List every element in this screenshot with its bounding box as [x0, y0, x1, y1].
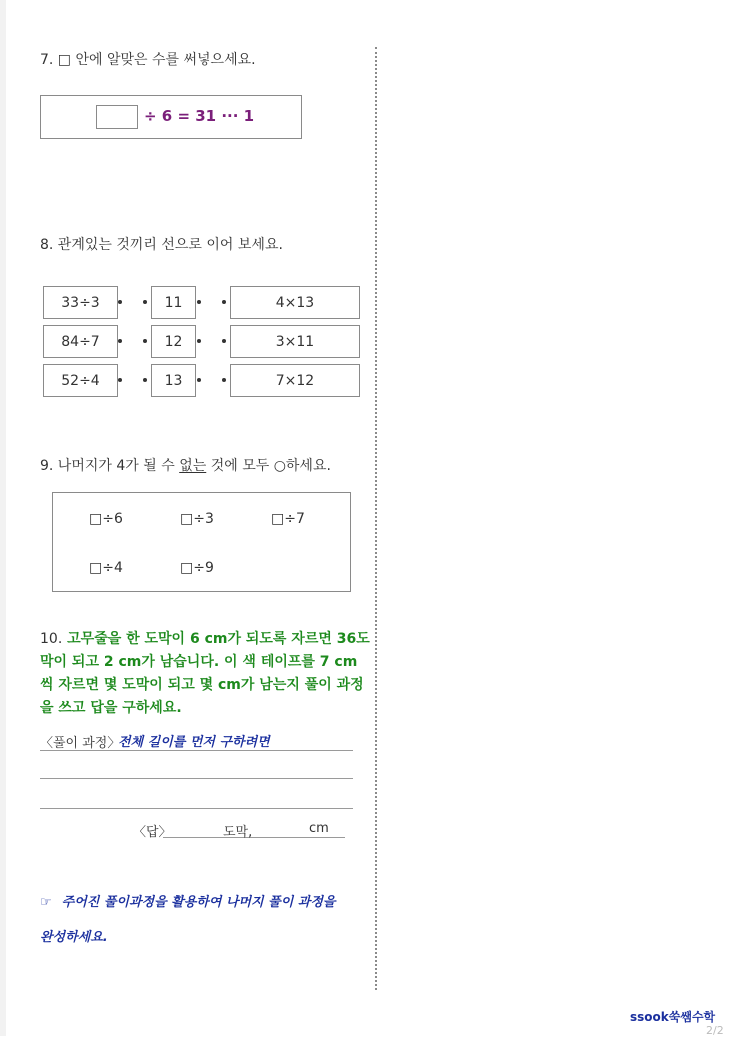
q8-dot[interactable]: [222, 300, 226, 304]
answer-line[interactable]: [40, 750, 353, 751]
q8-title: 8. 관계있는 것끼리 선으로 이어 보세요.: [40, 237, 283, 253]
q7-equation: ÷ 6 = 31 ··· 1: [144, 107, 255, 125]
q8-dot[interactable]: [143, 339, 147, 343]
q8-dot[interactable]: [197, 300, 201, 304]
q9-option[interactable]: □÷4: [89, 560, 123, 576]
q9-option[interactable]: □÷7: [271, 511, 305, 527]
pointing-hand-icon: ☞: [40, 895, 52, 910]
q8-dot[interactable]: [118, 378, 122, 382]
q8-middle-item: 11: [151, 286, 196, 319]
q10-question: 10. 고무줄을 한 도막이 6 cm가 되도록 자르면 36도막이 되고 2 cm가 남습니다. 이 색 테이프를 7 cm씩 자르면 몇 도막이 되고 몇 cm가 남는지 풀이 과정을 쓰고 답을 구하세요.: [40, 631, 370, 716]
q8-dot[interactable]: [143, 300, 147, 304]
brand-logo: ssook쑥쌤수학: [630, 1010, 716, 1024]
note-line-2: 완성하세요.: [40, 930, 108, 945]
q8-left-item: 84÷7: [43, 325, 118, 358]
q8-dot[interactable]: [118, 300, 122, 304]
q8-middle-item: 13: [151, 364, 196, 397]
q8-left-item: 52÷4: [43, 364, 118, 397]
q9-emphasis: 없는: [179, 458, 207, 474]
q9-title: 9. 나머지가 4가 될 수 없는 것에 모두 ○하세요.: [40, 458, 331, 474]
q7-equation-box: [40, 95, 302, 139]
q8-left-item: 33÷3: [43, 286, 118, 319]
page-number: 2/2: [706, 1024, 724, 1037]
q8-dot[interactable]: [197, 339, 201, 343]
q10-answer-line[interactable]: [163, 837, 345, 838]
q9-options-box: [52, 492, 351, 592]
q9-option[interactable]: □÷6: [89, 511, 123, 527]
q9-option[interactable]: □÷9: [180, 560, 214, 576]
q7-answer-blank[interactable]: [96, 105, 138, 129]
q10-handwritten-start: 전체 길이를 먼저 구하려면: [118, 735, 270, 750]
q8-right-item: 3×11: [230, 325, 360, 358]
q8-dot[interactable]: [222, 339, 226, 343]
q8-dot[interactable]: [143, 378, 147, 382]
q7-title: 7. □ 안에 알맞은 수를 써넣으세요.: [40, 52, 256, 68]
q10-answer-label: 〈답〉: [133, 825, 172, 840]
answer-line[interactable]: [40, 808, 353, 809]
answer-line[interactable]: [40, 778, 353, 779]
q8-dot[interactable]: [197, 378, 201, 382]
q10-answer-unit-pieces: 도막,: [223, 825, 253, 840]
q10-process-label: 〈풀이 과정〉: [40, 736, 121, 751]
q10-answer-unit-cm: cm: [309, 821, 329, 836]
q8-middle-item: 12: [151, 325, 196, 358]
q8-right-item: 7×12: [230, 364, 360, 397]
q9-option[interactable]: □÷3: [180, 511, 214, 527]
note-line-1: ☞ 주어진 풀이과정을 활용하여 나머지 풀이 과정을: [40, 895, 336, 910]
q8-dot[interactable]: [118, 339, 122, 343]
q8-dot[interactable]: [222, 378, 226, 382]
q8-right-item: 4×13: [230, 286, 360, 319]
page-edge: [0, 0, 6, 1036]
column-divider: [375, 47, 377, 990]
